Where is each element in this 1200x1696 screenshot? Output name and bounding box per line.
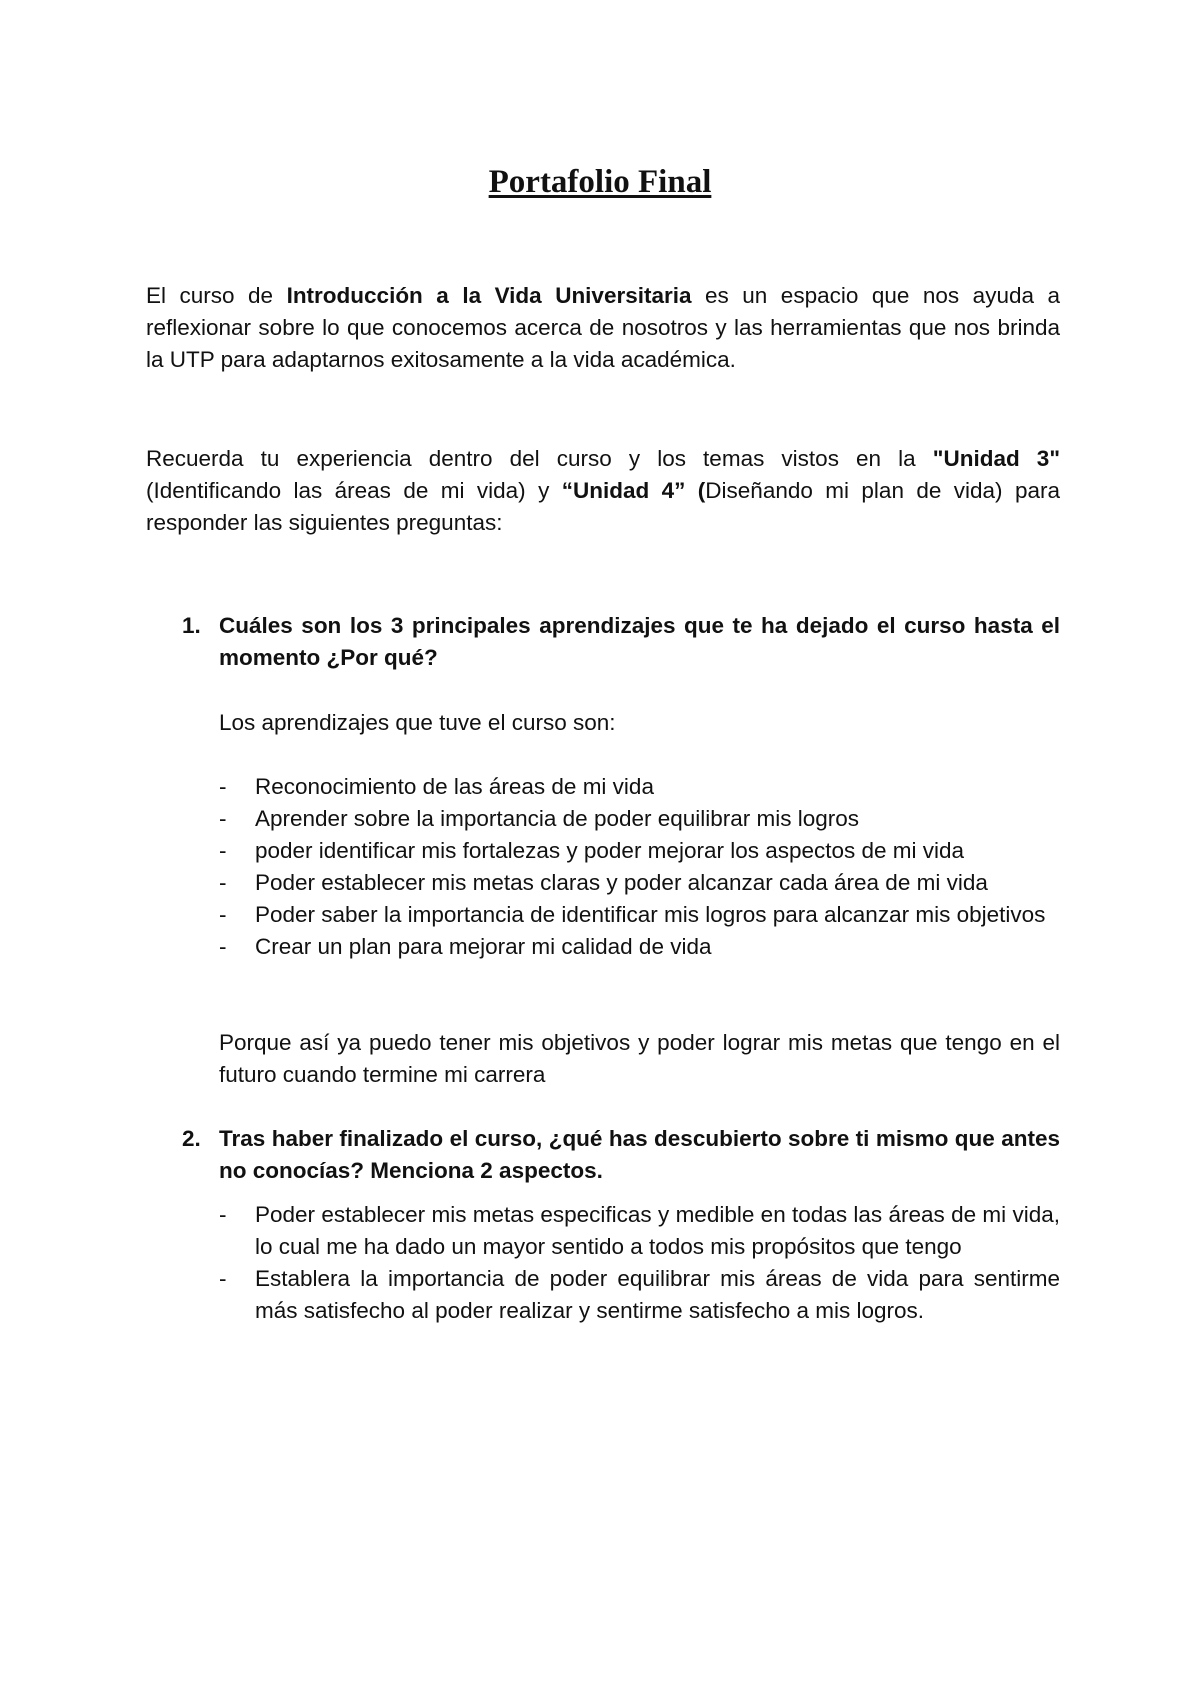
list-item — [219, 835, 1060, 867]
unit-4-label: “Unidad 4” ( — [561, 478, 706, 503]
instructions-paragraph — [146, 443, 1060, 539]
list-item-text: Aprender sobre la importancia de poder equilibrar mis logros — [255, 806, 860, 831]
answer-2-list — [219, 1199, 1060, 1327]
intro-text-2: es un espacio que nos ayuda a reflexionar sobre lo que conocemos acerca de nosotros y las herramientas que nos brinda la UTP para adaptarnos exitosamente a la vida académica. — [146, 283, 1060, 372]
list-item — [219, 931, 1060, 963]
list-item-text: Crear un plan para mejorar mi calidad de vida — [255, 934, 712, 959]
list-item-text: Poder establecer mis metas especificas y medible en todas las áreas de mi vida, lo cual me ha dado un mayor sentido a todos mis propósitos que tengo — [255, 1202, 1060, 1259]
dash-bullet: - — [219, 902, 227, 927]
dash-bullet: - — [219, 1202, 227, 1227]
dash-bullet: - — [219, 806, 227, 831]
list-item-text: Reconocimiento de las áreas de mi vida — [255, 774, 654, 799]
intro-paragraph — [146, 280, 1060, 376]
answer-1-intro: Los aprendizajes que tuve el curso son: — [219, 710, 616, 735]
question-2-number: 2. — [182, 1126, 201, 1151]
question-2 — [146, 1123, 1060, 1187]
dash-bullet: - — [219, 774, 227, 799]
instructions-text-3: Diseñando mi plan de vida) para responder las siguientes preguntas: — [146, 478, 1060, 535]
dash-bullet: - — [219, 934, 227, 959]
list-item — [219, 867, 1060, 899]
list-item — [219, 771, 1060, 803]
question-1-text: Cuáles son los 3 principales aprendizajes que te ha dejado el curso hasta el momento ¿Por qué? — [219, 613, 1060, 670]
question-1-number: 1. — [182, 613, 201, 638]
list-item — [219, 803, 1060, 835]
answer-1-conclusion: Porque así ya puedo tener mis objetivos y poder lograr mis metas que tengo en el futuro cuando termine mi carrera — [219, 1030, 1060, 1087]
dash-bullet: - — [219, 838, 227, 863]
list-item-text: Poder saber la importancia de identificar mis logros para alcanzar mis objetivos — [255, 902, 1046, 927]
list-item-text: Establera la importancia de poder equilibrar mis áreas de vida para sentirme más satisfecho al poder realizar y sentirme satisfecho a mis logros. — [255, 1266, 1060, 1323]
unit-3-label: "Unidad 3" — [932, 446, 1060, 471]
course-name: Introducción a la Vida Universitaria — [286, 283, 692, 308]
list-item — [219, 1263, 1060, 1327]
instructions-text-2: (Identificando las áreas de mi vida) y — [146, 478, 562, 503]
dash-bullet: - — [219, 870, 227, 895]
question-2-text: Tras haber finalizado el curso, ¿qué has descubierto sobre ti mismo que antes no conocías? Menciona 2 aspectos. — [219, 1126, 1060, 1183]
list-item — [219, 1199, 1060, 1263]
answer-1-list — [219, 771, 1060, 963]
instructions-text-1: Recuerda tu experiencia dentro del curso y los temas vistos en la — [146, 446, 933, 471]
page-title: Portafolio Final — [488, 164, 712, 200]
question-1 — [146, 610, 1060, 674]
dash-bullet: - — [219, 1266, 227, 1291]
intro-text-1: El curso de — [146, 283, 287, 308]
list-item — [219, 899, 1060, 931]
list-item-text: poder identificar mis fortalezas y poder mejorar los aspectos de mi vida — [255, 838, 965, 863]
list-item-text: Poder establecer mis metas claras y poder alcanzar cada área de mi vida — [255, 870, 988, 895]
